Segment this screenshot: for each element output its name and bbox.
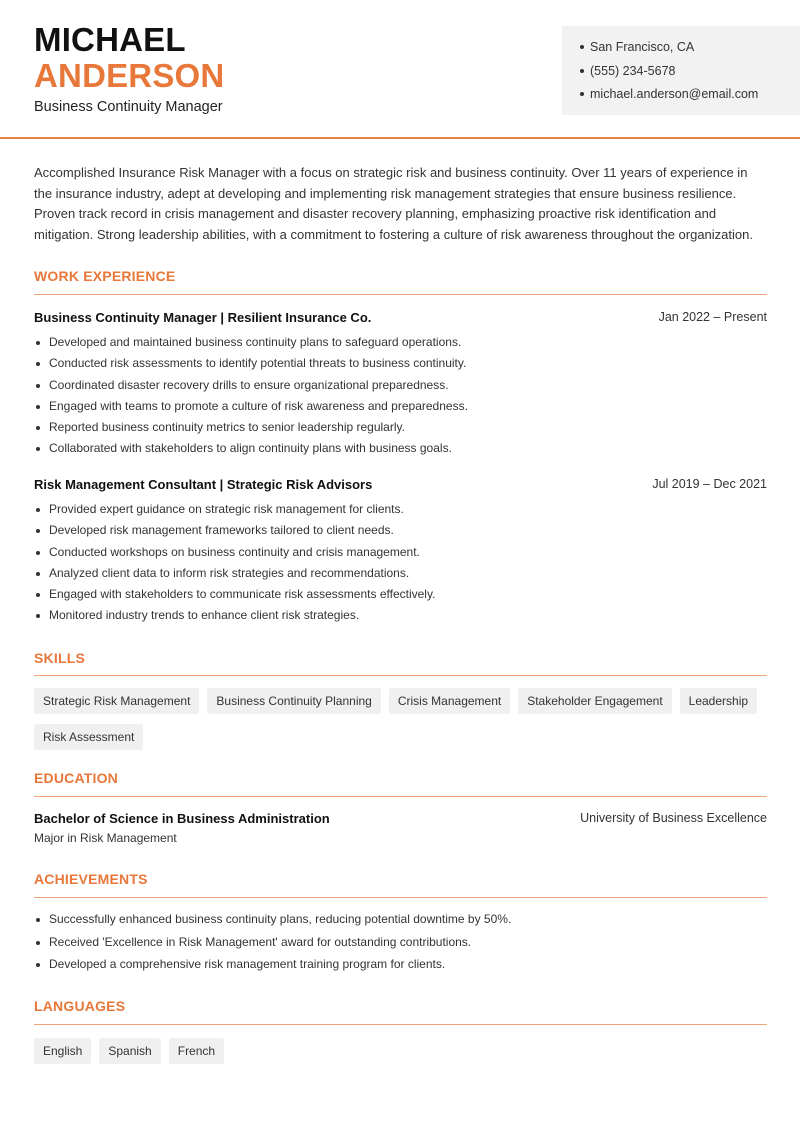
- bullet-icon: [36, 941, 40, 945]
- list-item-text: Provided expert guidance on strategic risk management for clients.: [49, 502, 404, 516]
- achievements-list: [34, 912, 768, 980]
- candidate-name: [34, 22, 224, 94]
- list-item-text: Engaged with stakeholders to communicate risk assessments effectively.: [49, 587, 436, 602]
- bullet-icon: [36, 362, 40, 366]
- list-item: [34, 935, 768, 958]
- bullet-icon: [36, 614, 40, 618]
- section-title-education: EDUCATION: [34, 770, 118, 786]
- list-item-text: Conducted risk assessments to identify potential threats to business continuity.: [49, 356, 467, 371]
- list-item-text: Conducted workshops on business continuity and crisis management.: [49, 544, 420, 559]
- job-role: Business Continuity Manager: [34, 99, 223, 115]
- list-item: [34, 587, 768, 608]
- list-item-text: Monitored industry trends to enhance client risk strategies.: [49, 608, 360, 623]
- bullet-icon: [580, 92, 584, 96]
- bullet-icon: [36, 426, 40, 430]
- list-item: [34, 566, 768, 587]
- skills-list: [34, 688, 768, 750]
- contact-list: [580, 39, 758, 110]
- list-item-text: Analyzed client data to inform risk strategies and recommendations.: [49, 565, 410, 580]
- list-item: [34, 502, 768, 523]
- job-title-1: Business Continuity Manager | Resilient Insurance Co.: [34, 310, 372, 325]
- list-item-text: Coordinated disaster recovery drills to ensure organizational preparedness.: [49, 377, 449, 392]
- section-title-achievements: ACHIEVEMENTS: [34, 871, 148, 887]
- bullet-icon: [36, 341, 40, 345]
- last-name: ANDERSON: [34, 57, 225, 94]
- contact-phone-text: (555) 234-5678: [590, 63, 676, 78]
- education-school: University of Business Excellence: [580, 811, 767, 825]
- section-divider: [34, 796, 767, 797]
- languages-list: [34, 1038, 768, 1064]
- bullet-icon: [36, 405, 40, 409]
- list-item: [34, 912, 768, 935]
- summary-paragraph: Accomplished Insurance Risk Manager with a focus on strategic risk and business continuity. Over 11 years of experience in the insurance industry, adept at developing and implementing risk management strategies that ensure business resilience. Proven track record in crisis management and disaster recovery planning, emphasizing proactive risk identification and mitigation. Strong leadership abilities, with a commitment to fostering a culture of risk awareness throughout the organization.: [34, 165, 753, 242]
- list-item: [34, 957, 768, 980]
- skill-chip: Stakeholder Engagement: [518, 688, 671, 714]
- skill-chip: Business Continuity Planning: [207, 688, 380, 714]
- list-item-text: Received 'Excellence in Risk Management' award for outstanding contributions.: [49, 934, 472, 949]
- list-item-text: Engaged with teams to promote a culture of risk awareness and preparedness.: [49, 398, 468, 413]
- list-item-text: Reported business continuity metrics to senior leadership regularly.: [49, 420, 405, 435]
- contact-email[interactable]: [580, 86, 758, 110]
- job-bullets-1: [34, 335, 768, 463]
- first-name: MICHAEL: [34, 21, 186, 58]
- job-dates-2: Jul 2019 – Dec 2021: [652, 477, 767, 491]
- list-item-text: Collaborated with stakeholders to align continuity plans with business goals.: [49, 441, 452, 456]
- bullet-icon: [36, 447, 40, 451]
- job-dates-1: Jan 2022 – Present: [658, 310, 767, 324]
- resume-header: [0, 0, 800, 139]
- section-title-languages: LANGUAGES: [34, 998, 126, 1014]
- education-major: Major in Risk Management: [34, 831, 177, 845]
- list-item: [34, 545, 768, 566]
- list-item: [34, 335, 768, 356]
- skill-chip: Crisis Management: [389, 688, 510, 714]
- list-item: [34, 356, 768, 377]
- bullet-icon: [36, 529, 40, 533]
- bullet-icon: [36, 508, 40, 512]
- language-chip: French: [169, 1038, 224, 1064]
- list-item-text: Developed and maintained business continuity plans to safeguard operations.: [49, 335, 462, 349]
- list-item-text: Successfully enhanced business continuity plans, reducing potential downtime by 50%.: [49, 912, 512, 926]
- list-item: [34, 420, 768, 441]
- job-title-2: Risk Management Consultant | Strategic Risk Advisors: [34, 477, 373, 492]
- skill-chip: Leadership: [680, 688, 757, 714]
- section-title-work: WORK EXPERIENCE: [34, 268, 176, 284]
- education-degree: Bachelor of Science in Business Administration: [34, 811, 330, 826]
- bullet-icon: [580, 69, 584, 73]
- language-chip: Spanish: [99, 1038, 160, 1064]
- skill-chip: Risk Assessment: [34, 724, 143, 750]
- language-chip: English: [34, 1038, 91, 1064]
- section-title-skills: SKILLS: [34, 650, 85, 666]
- section-divider: [34, 675, 767, 676]
- contact-email-text[interactable]: michael.anderson@email.com: [590, 87, 759, 101]
- contact-location-text: San Francisco, CA: [590, 40, 695, 54]
- list-item-text: Developed risk management frameworks tailored to client needs.: [49, 523, 394, 538]
- list-item: [34, 523, 768, 544]
- skill-chip: Strategic Risk Management: [34, 688, 199, 714]
- bullet-icon: [36, 918, 40, 922]
- list-item: [34, 608, 768, 629]
- bullet-icon: [36, 963, 40, 967]
- bullet-icon: [36, 384, 40, 388]
- list-item: [34, 399, 768, 420]
- list-item: [34, 378, 768, 399]
- bullet-icon: [36, 551, 40, 555]
- bullet-icon: [36, 593, 40, 597]
- contact-box: [562, 26, 800, 115]
- contact-phone: [580, 63, 758, 87]
- section-divider: [34, 294, 767, 295]
- section-divider: [34, 1024, 767, 1025]
- list-item: [34, 441, 768, 462]
- bullet-icon: [580, 45, 584, 49]
- section-divider: [34, 897, 767, 898]
- contact-location: [580, 39, 758, 63]
- bullet-icon: [36, 572, 40, 576]
- job-bullets-2: [34, 502, 768, 630]
- list-item-text: Developed a comprehensive risk management training program for clients.: [49, 957, 446, 971]
